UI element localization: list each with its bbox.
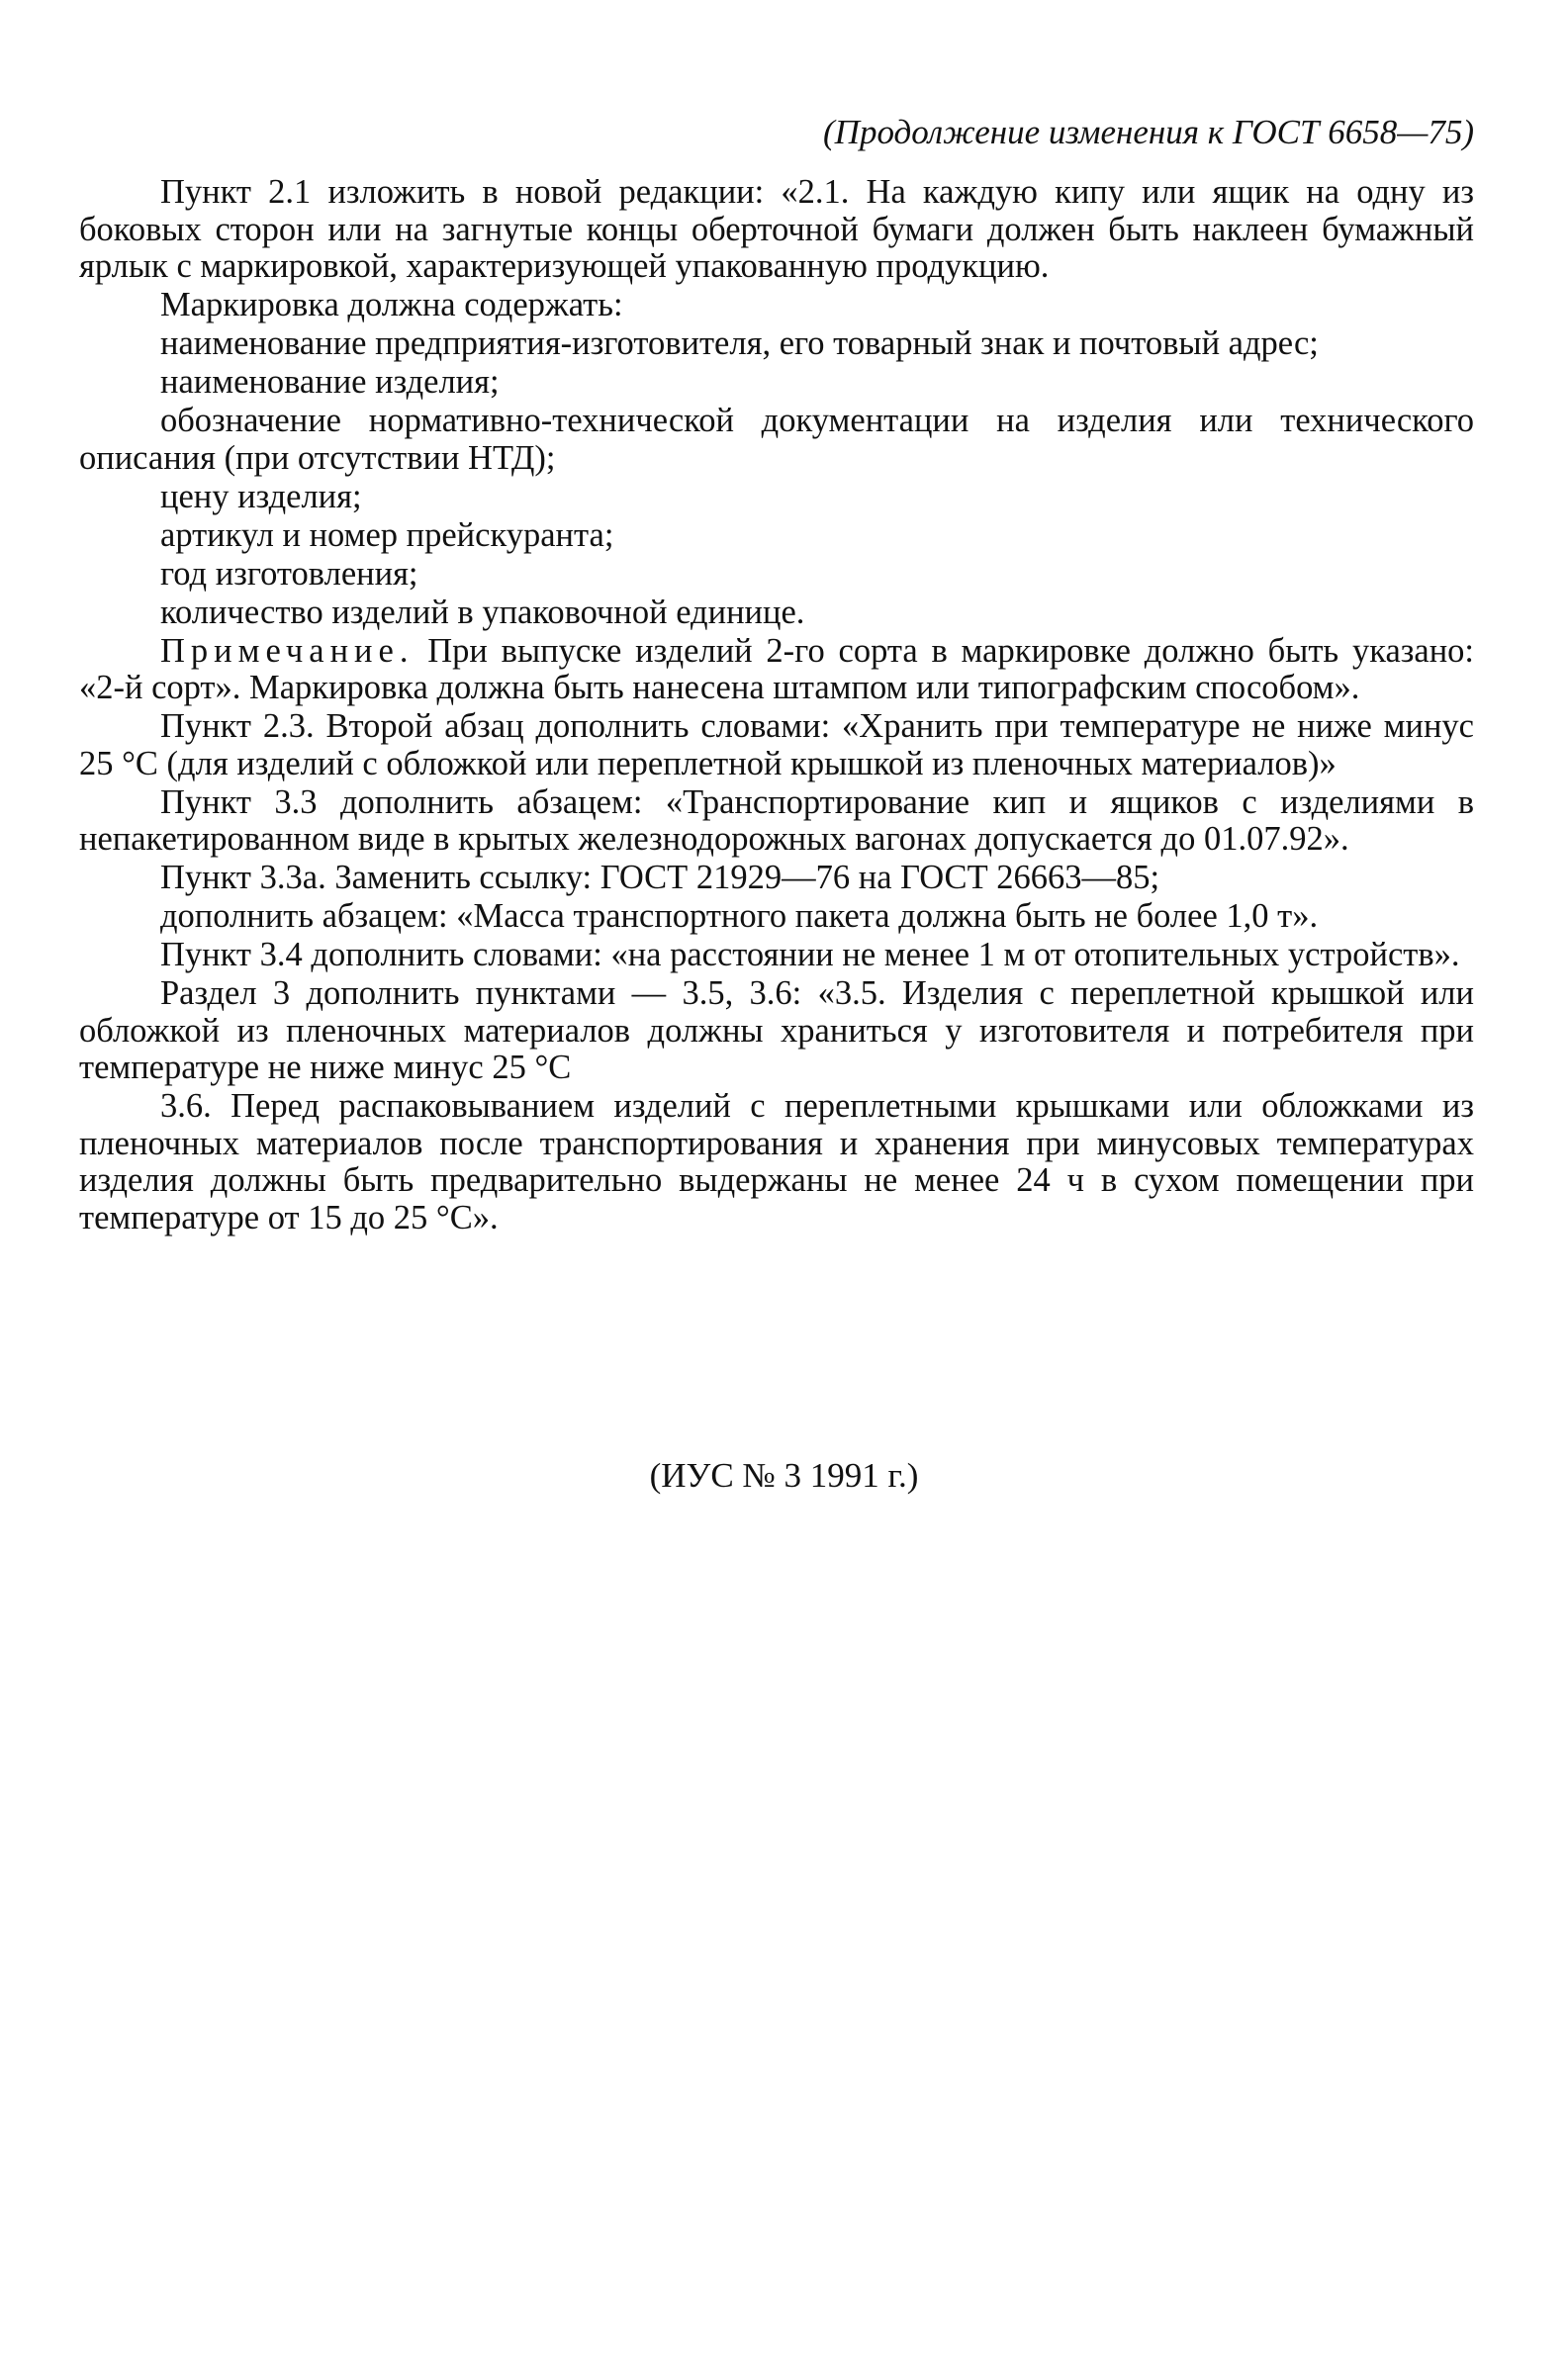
note-label: Примечание. bbox=[160, 631, 415, 670]
paragraph: дополнить абзацем: «Масса транспортного пакета должна быть не более 1,0 т». bbox=[160, 897, 1319, 935]
paragraph: Пункт 3.4 дополнить словами: «на расстоянии не менее 1 м от отопительных устройств». bbox=[160, 936, 1460, 973]
paragraph: Пункт 3.3а. Заменить ссылку: ГОСТ 21929—76 на ГОСТ 26663—85; bbox=[160, 859, 1160, 896]
paragraph: наименование предприятия-изготовителя, его товарный знак и почтовый адрес; bbox=[160, 324, 1319, 362]
paragraph: Пункт 2.3. Второй абзац дополнить словами: «Хранить при температуре не ниже минус 25 °С (для изделий с обложкой или переплетной крышкой из пленочных материалов)» bbox=[79, 707, 1474, 782]
document-body bbox=[79, 174, 1474, 1238]
paragraph: год изготовления; bbox=[160, 554, 418, 593]
paragraph: Пункт 2.1 изложить в новой редакции: «2.1. На каждую кипу или ящик на одну из боковых сторон или на загнутые концы оберточной бумаги должен быть наклеен бумажный ярлык с маркировкой, характеризующей упакованную продукцию. bbox=[79, 173, 1474, 285]
paragraph: 3.6. Перед распаковыванием изделий с переплетными крышками или обложками из пленочных материалов после транспортирования и хранения при минусовых температурах изделия должны быть предварительно выдержаны не менее 24 ч в сухом помещении при температуре от 15 до 25 °С». bbox=[79, 1087, 1474, 1236]
paragraph: цену изделия; bbox=[160, 477, 362, 515]
paragraph: Раздел 3 дополнить пунктами — 3.5, 3.6: «3.5. Изделия с переплетной крышкой или обложкой из пленочных материалов должны храниться у изготовителя и потребителя при температуре не ниже минус 25 °С bbox=[79, 974, 1474, 1086]
paragraph: Пункт 3.3 дополнить абзацем: «Транспортирование кип и ящиков с изделиями в непакетированном виде в крытых железнодорожных вагонах допускается до 01.07.92». bbox=[79, 782, 1474, 858]
page-header: (Продолжение изменения к ГОСТ 6658—75) bbox=[823, 113, 1474, 151]
paragraph: количество изделий в упаковочной единице. bbox=[160, 593, 805, 631]
paragraph: обозначение нормативно-технической документации на изделия или технического описания (при отсутствии НТД); bbox=[79, 402, 1474, 477]
paragraph: артикул и номер прейскуранта; bbox=[160, 515, 614, 554]
paragraph: Маркировка должна содержать: bbox=[160, 286, 623, 323]
publication-reference: (ИУС № 3 1991 г.) bbox=[649, 1456, 919, 1495]
paragraph: наименование изделия; bbox=[160, 363, 500, 401]
note-paragraph: Примечание. При выпуске изделий 2-го сорта в маркировке должно быть указано: «2-й сорт». Маркировка должна быть нанесена штампом или типографским способом». bbox=[79, 631, 1474, 706]
